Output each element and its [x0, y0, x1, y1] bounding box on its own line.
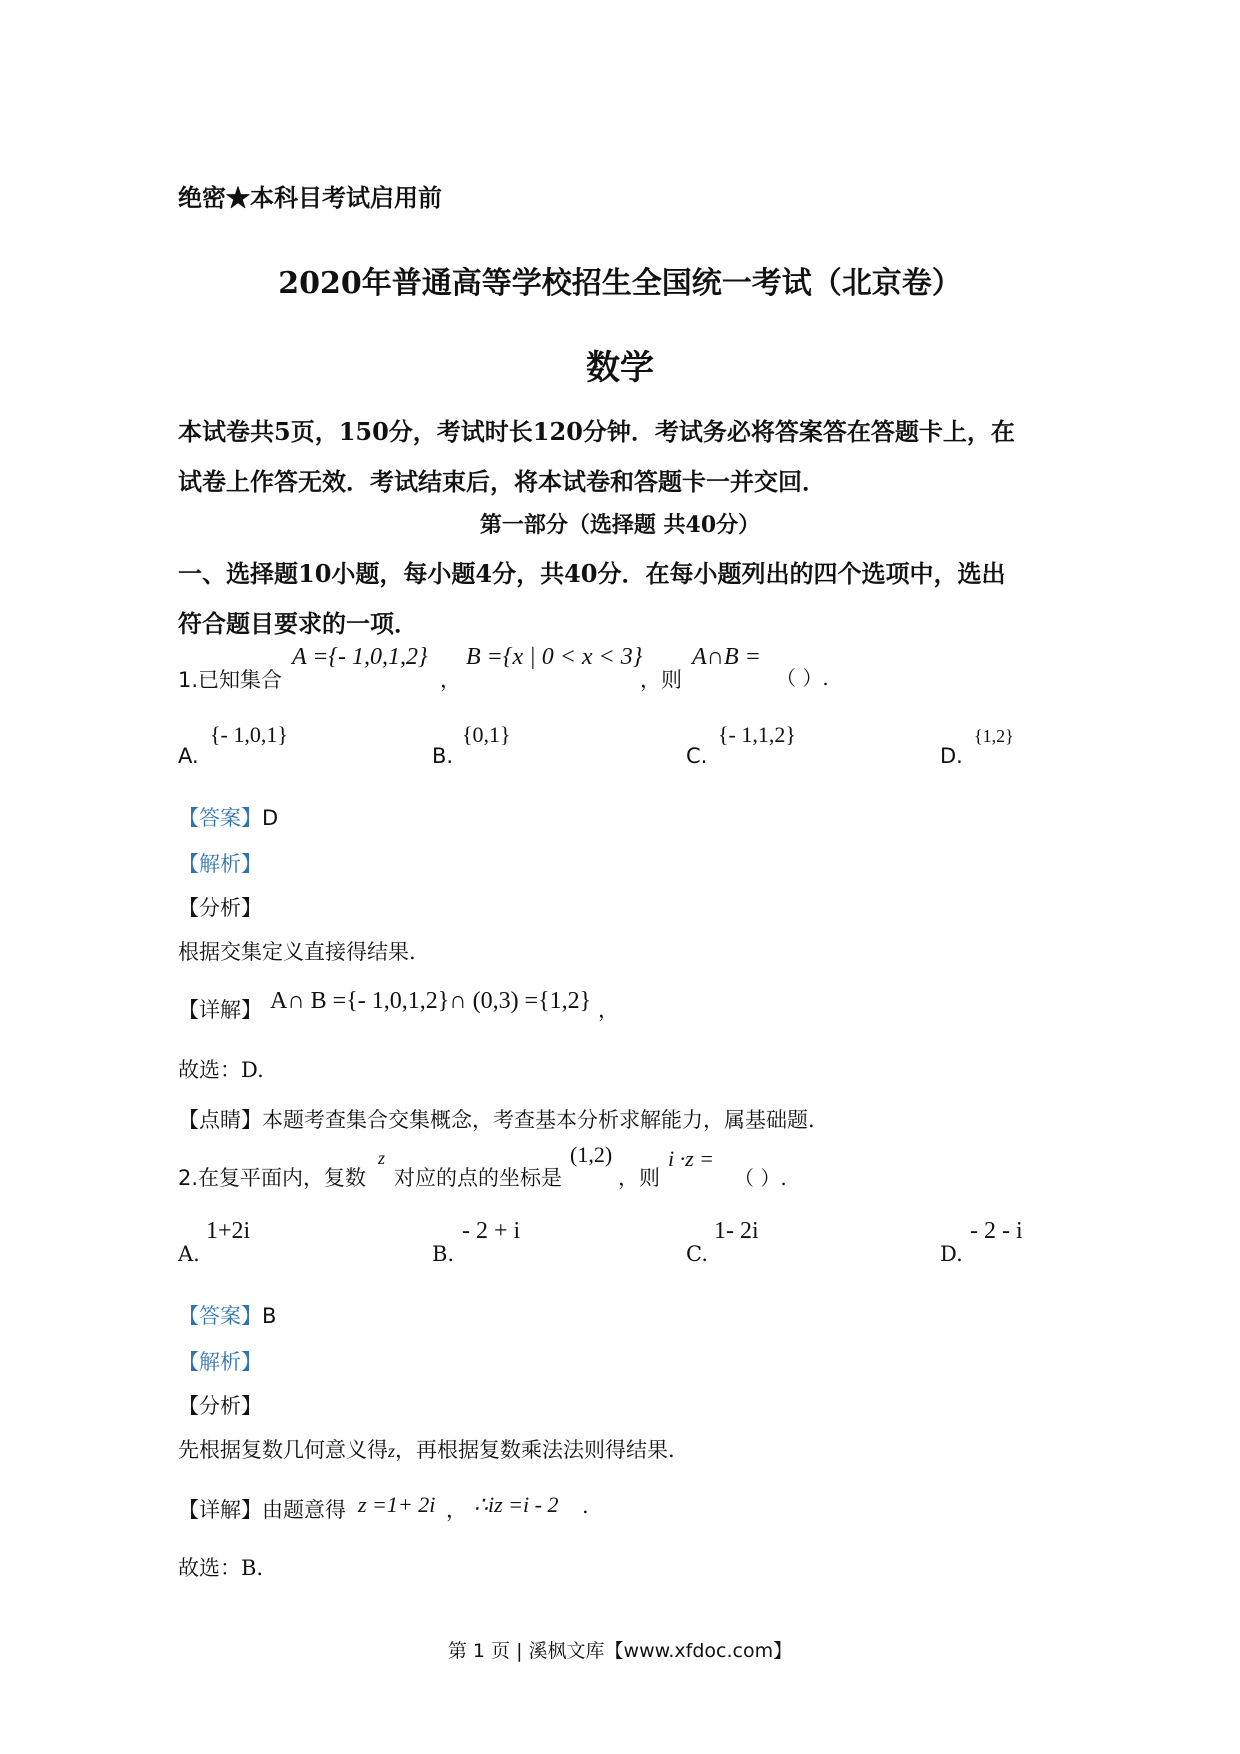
choose-line: 故选：D. — [178, 1058, 264, 1082]
question-text: ，则 — [618, 1166, 660, 1190]
fenxi-tag: 【分析】 — [178, 896, 262, 920]
option-a-value: {- 1,0,1} — [210, 722, 288, 747]
set-b-expression: B ={x | 0 < x < 3} — [466, 644, 643, 670]
answer-blank: （ ）. — [776, 666, 829, 690]
section-instruction-line-2: 符合题目要求的一项． — [178, 609, 418, 638]
separator: ， — [440, 668, 461, 692]
set-a-expression: A ={- 1,0,1,2} — [292, 644, 428, 670]
dianjing-text: 本题考查集合交集概念，考查基本分析求解能力，属基础题. — [262, 1108, 815, 1132]
product-expression: i ·z = — [668, 1146, 715, 1171]
dianjing-tag: 【点睛】 — [178, 1108, 262, 1132]
option-d-label: D. — [940, 1242, 963, 1266]
subject-title: 数学 — [586, 348, 654, 388]
answer-line — [178, 1300, 276, 1330]
analysis-tag: 【解析】 — [178, 1350, 262, 1374]
option-c-label: C. — [686, 1242, 708, 1266]
answer-tag: 【答案】 — [178, 1304, 262, 1328]
option-b-label: B. — [432, 744, 454, 768]
separator: ， — [446, 1498, 467, 1522]
option-c-value: {- 1,1,2} — [718, 722, 796, 747]
separator: . — [582, 1494, 589, 1518]
option-b-value: - 2 + i — [462, 1218, 521, 1244]
answer-line — [178, 802, 278, 832]
confidential-note: 绝密★本科目考试启用前 — [178, 183, 442, 212]
question-number: 1. — [178, 668, 199, 692]
answer-value: B — [262, 1304, 277, 1328]
choose-line: 故选：B. — [178, 1556, 264, 1580]
answer-tag: 【答案】 — [178, 806, 262, 830]
question-number: 2. — [178, 1166, 199, 1190]
option-b-value: {0,1} — [462, 722, 511, 747]
detail-expression: A∩ B ={- 1,0,1,2}∩ (0,3) ={1,2} — [270, 988, 592, 1014]
analysis-tag: 【解析】 — [178, 852, 262, 876]
point-expression: (1,2) — [570, 1142, 613, 1167]
answer-blank: （ ）. — [734, 1166, 787, 1190]
question-text: 已知集合 — [198, 668, 283, 692]
variable-z: z — [378, 1148, 386, 1168]
detail-expression: ∴iz =i - 2 — [474, 1492, 559, 1517]
question-text: 对应的点的坐标是 — [394, 1166, 562, 1190]
fenxi-text — [178, 1434, 675, 1464]
page-footer: 第 1 页 | 溪枫文库【www.xfdoc.com】 — [447, 1640, 793, 1662]
intersection-expression: A∩B = — [692, 644, 761, 670]
fenxi-text-part: ，再根据复数乘法法则得结果. — [395, 1438, 675, 1462]
option-b-label: B. — [432, 1242, 455, 1266]
intro-line-1: 本试卷共5页，150分，考试时长120分钟．考试务必将答案答在答题卡上，在 — [178, 417, 1015, 446]
part-one-title: 第一部分（选择题 共40分） — [479, 512, 761, 538]
question-text: 在复平面内，复数 — [198, 1166, 367, 1190]
detail-tag: 【详解】 — [178, 998, 262, 1022]
option-d-value: - 2 - i — [970, 1218, 1023, 1244]
detail-line — [178, 1494, 346, 1524]
dianjing-line — [178, 1104, 815, 1134]
option-c-value: 1- 2i — [714, 1218, 759, 1244]
option-d-value: {1,2} — [974, 726, 1014, 746]
separator: ， — [598, 998, 619, 1022]
answer-value: D — [262, 806, 279, 830]
option-c-label: C. — [686, 744, 708, 768]
fenxi-tag: 【分析】 — [178, 1394, 262, 1418]
fenxi-text-part: 先根据复数几何意义得 — [178, 1438, 388, 1462]
option-a-label: A. — [178, 744, 199, 768]
question-text: ，则 — [640, 668, 682, 692]
option-d-label: D. — [940, 744, 963, 768]
exam-title: 2020年普通高等学校招生全国统一考试（北京卷） — [278, 266, 962, 301]
fenxi-text: 根据交集定义直接得结果. — [178, 940, 416, 964]
intro-line-2: 试卷上作答无效．考试结束后，将本试卷和答题卡一并交回． — [178, 467, 826, 496]
question-1-stem — [178, 664, 282, 694]
variable-z: z — [388, 1441, 396, 1461]
section-instruction-line-1: 一、选择题10小题，每小题4分，共40分．在每小题列出的四个选项中，选出 — [178, 559, 1006, 588]
detail-expression: z =1+ 2i — [358, 1492, 436, 1517]
option-a-value: 1+2i — [206, 1218, 251, 1244]
detail-text: 由题意得 — [262, 1498, 346, 1522]
detail-tag: 【详解】 — [178, 1498, 262, 1522]
question-2-stem — [178, 1162, 366, 1192]
option-a-label: A. — [178, 1242, 200, 1266]
